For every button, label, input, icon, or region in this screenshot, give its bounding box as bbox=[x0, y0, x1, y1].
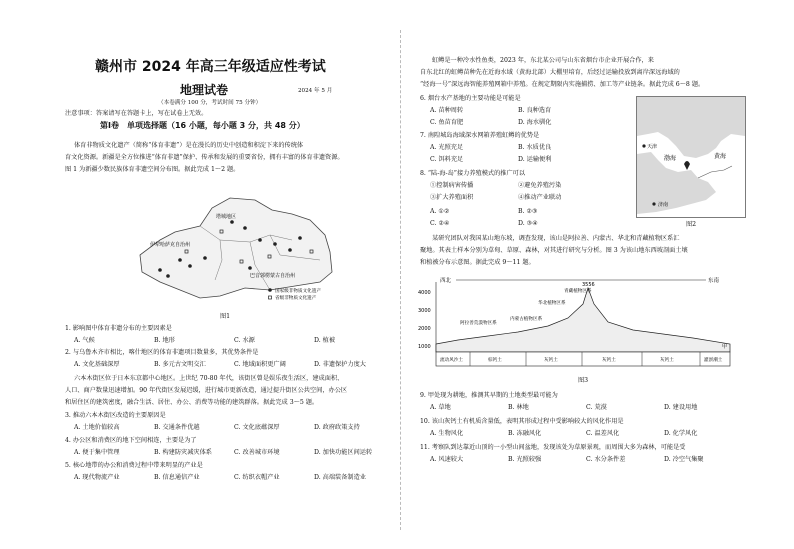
option[interactable]: B. 良种选育 bbox=[518, 107, 552, 114]
soil-label: 灰钙土 bbox=[602, 358, 616, 363]
option[interactable]: C. ②④ bbox=[430, 220, 450, 227]
figure-3-caption: 图3 bbox=[578, 377, 589, 384]
zone-label: 青藏植物区系 bbox=[564, 289, 592, 294]
passage2-line: 聚地。其表土样本分别为草甸、草原、森林，对其进行研究与分析。图 3 为该山地东西坡剖面土壤 bbox=[420, 247, 688, 254]
subitem: ④推动产业联动 bbox=[518, 194, 562, 201]
jinan-marker bbox=[652, 202, 655, 205]
exam-note: （本卷满分 100 分，考试时间 75 分钟） bbox=[158, 100, 262, 106]
question-5-stem: 5. 核心地带的办公和消费过程中带来明显的产业是 bbox=[65, 462, 203, 469]
figure-2-caption: 图2 bbox=[686, 221, 697, 228]
option[interactable]: C. 温差风化 bbox=[586, 430, 620, 437]
passage2-line: 和居住区的建筑密度，融合生活、居住、办公、消费等功能的建筑群落。据此完成 3～5 题。 bbox=[65, 399, 319, 406]
option[interactable]: B. 信息通信产业 bbox=[154, 474, 200, 481]
exam-date: 2024 年 5 月 bbox=[298, 88, 333, 94]
option[interactable]: C. 水分条件差 bbox=[586, 456, 626, 463]
option[interactable]: D. 化学风化 bbox=[664, 430, 698, 437]
y-tick: 4000 bbox=[418, 290, 431, 296]
subitem: ②避免养殖污染 bbox=[518, 182, 562, 189]
option[interactable]: D. 冷空气集聚 bbox=[664, 456, 704, 463]
zone-label: 阿拉善荒漠物区系 bbox=[460, 321, 497, 326]
question-9-stem: 9. 甲处现为耕地，推测其早期的土地类型最可能为 bbox=[420, 392, 558, 399]
option[interactable]: D. 高端装备制造业 bbox=[314, 474, 366, 481]
legend-provincial-marker bbox=[269, 296, 272, 299]
option[interactable]: C. 荒漠 bbox=[586, 404, 607, 411]
option[interactable]: B. 林地 bbox=[508, 404, 529, 411]
option[interactable]: D. 海水驯化 bbox=[518, 119, 552, 126]
figure-2-map bbox=[636, 96, 746, 218]
option[interactable]: B. 多元古文明交汇 bbox=[154, 361, 206, 368]
option[interactable]: C. 纺织衣帽产业 bbox=[234, 474, 280, 481]
intro-line: 图 1 为新疆少数民族体育非遗空间分布图。据此完成 1～2 题。 bbox=[65, 166, 240, 173]
map-label: 渤海 bbox=[664, 155, 677, 162]
legend-provincial: 省级非物质文化遗产 bbox=[275, 296, 317, 301]
soil-label: 流动风沙土 bbox=[440, 358, 463, 363]
map-label: 天津 bbox=[647, 144, 658, 150]
passage2-line: 某研究团队对我国某山地东坡，调查发现，该山是阿拉善、内蒙古、华北和青藏植物区系汇 bbox=[432, 235, 680, 242]
east-label: 东南 bbox=[708, 278, 720, 284]
mountain-profile bbox=[436, 288, 730, 352]
passage-line: 自东北红的虹鳟苗种先在近海水域（黄海北部）大棚里培育，后经过运输投放到离岸深远海域的 bbox=[420, 69, 680, 76]
option[interactable]: A. 草地 bbox=[430, 404, 451, 411]
option[interactable]: A. 风速较大 bbox=[430, 456, 464, 463]
option[interactable]: A. 便于集中管理 bbox=[74, 449, 120, 456]
passage-line: 虹鳟是一种冷水性鱼类，2023 年，东北某公司与山东省烟台市企业开展合作，来 bbox=[432, 57, 654, 64]
subitem: ①控制病害传播 bbox=[430, 182, 474, 189]
intro-line: 体育非物质文化遗产（简称“体育非遗”）是在漫长的历史中创造和积淀下来的传统体 bbox=[74, 142, 304, 149]
question-3-stem: 3. 推动六本木街区改造的主要原因是 bbox=[65, 412, 166, 419]
legend-national: 国家级非物质文化遗产 bbox=[275, 289, 321, 294]
soil-label: 灰钙土 bbox=[544, 358, 558, 363]
option[interactable]: D. 加快功能区间运转 bbox=[314, 449, 373, 456]
question-2-stem: 2. 与乌鲁木齐市相比，喀什地区的体育非遗项目数量多，其优势条件是 bbox=[65, 349, 259, 356]
map-label: 黄海 bbox=[714, 153, 727, 160]
option[interactable]: D. 植被 bbox=[314, 337, 336, 344]
map-label: 巴音郭楞蒙古自治州 bbox=[250, 273, 296, 279]
option[interactable]: A. 土地价值较高 bbox=[74, 424, 120, 431]
zone-label: 华北植物区系 bbox=[538, 301, 566, 306]
question-7-stem: 7. 南隍城岛海域深水网箱养殖虹鳟的优势是 bbox=[420, 132, 540, 139]
section-title: 第Ⅰ卷 单项选择题（16 小题，每小题 3 分，共 48 分） bbox=[100, 121, 305, 130]
exam-notice: 注意事项：答案请写在答题卡上，写在试卷上无效。 bbox=[65, 110, 208, 117]
option[interactable]: A. 生物风化 bbox=[430, 430, 464, 437]
option[interactable]: A. 光照充足 bbox=[430, 144, 464, 151]
passage2-line: 六本木街区位于日本东京都中心地区。上世纪 70-80 年代，该街区曾是娱乐夜生活区，建成面积、 bbox=[74, 375, 344, 382]
option[interactable]: B. 地形 bbox=[154, 337, 175, 344]
question-4-stem: 4. 办公区和消费区的地下空间相连，主要是为了 bbox=[65, 437, 197, 444]
option[interactable]: D. 建设用地 bbox=[664, 404, 698, 411]
option[interactable]: C. 饵料充足 bbox=[430, 156, 464, 163]
column-divider bbox=[400, 30, 401, 530]
figure-1-map bbox=[120, 180, 350, 310]
y-tick: 3000 bbox=[418, 308, 431, 314]
option[interactable]: D. 运输便利 bbox=[518, 156, 552, 163]
exam-title: 赣州市 2024 年高三年级适应性考试 bbox=[95, 59, 326, 75]
map-label: 济南 bbox=[658, 202, 669, 208]
y-tick: 1000 bbox=[418, 344, 431, 350]
passage2-line: 和植被分布示意图。据此完成 9～11 题。 bbox=[420, 259, 535, 266]
marker-jia: 甲 bbox=[722, 344, 728, 350]
west-label: 西北 bbox=[440, 278, 452, 284]
zone-label: 内蒙古植物区系 bbox=[510, 317, 543, 322]
option[interactable]: A. 苗种周转 bbox=[430, 107, 464, 114]
intro-line: 育文化资源。新疆是全方位推进“体育非遗”保护、传承和发展的重要省份，拥有丰富的体育非遗资源。 bbox=[65, 154, 344, 161]
option[interactable]: D. 非遗保护力度大 bbox=[314, 361, 366, 368]
figure-3-profile bbox=[418, 274, 748, 378]
question-1-stem: 1. 影响图中体育非遗分布的主要因素是 bbox=[65, 325, 172, 332]
subitem: ③扩大养殖面积 bbox=[430, 194, 474, 201]
passage2-line: 人口、商户数量迅速增加。90 年代街区发展迟缓，进行城市更新改造，通过提升街区公共空间，办公区 bbox=[65, 387, 348, 394]
option[interactable]: B. 光照较强 bbox=[508, 456, 542, 463]
option[interactable]: D. 政府政策支持 bbox=[314, 424, 360, 431]
option[interactable]: B. 冻融风化 bbox=[508, 430, 542, 437]
option[interactable]: D. ③④ bbox=[518, 220, 538, 227]
option[interactable]: A. 气候 bbox=[74, 337, 95, 344]
y-tick: 2000 bbox=[418, 326, 431, 332]
soil-label: 灰钙土 bbox=[660, 358, 674, 363]
soil-band bbox=[436, 352, 730, 366]
option[interactable]: A. ①② bbox=[430, 208, 450, 215]
question-11-stem: 11. 考察队到达靠近山顶的一小型山间盆地，发现该处为草原景观，而周围大多为森林，可能是受 bbox=[420, 444, 686, 451]
option[interactable]: C. 文化底蕴深厚 bbox=[234, 424, 280, 431]
exam-subtitle: 地理试卷 bbox=[180, 83, 229, 97]
option[interactable]: B. 水质优良 bbox=[518, 144, 552, 151]
peak-elevation: 3556 bbox=[582, 282, 595, 288]
soil-label: 棕钙土 bbox=[488, 358, 502, 363]
xinjiang-outline bbox=[140, 198, 332, 298]
question-10-stem: 10. 该山灰钙土有机质含量低，表明其形成过程中受影响较大的风化作用是 bbox=[420, 418, 624, 425]
option[interactable]: A. 现代物流产业 bbox=[74, 474, 120, 481]
tianjin-marker bbox=[642, 144, 645, 147]
option[interactable]: C. 鱼苗育肥 bbox=[430, 119, 464, 126]
option[interactable]: C. 地域面积更广阔 bbox=[234, 361, 286, 368]
passage-line: “经海一号”深远海智能养殖网箱中养殖。在规定期限内实施捕捞、加工等产业链条。据此完成 6～8 题。 bbox=[420, 81, 705, 88]
option[interactable]: A. 文化基础深厚 bbox=[74, 361, 120, 368]
option[interactable]: C. 水源 bbox=[234, 337, 255, 344]
option[interactable]: B. 构建防灾减灾体系 bbox=[154, 449, 212, 456]
question-6-stem: 6. 烟台水产基地的主要功能是可能是 bbox=[420, 95, 521, 102]
option[interactable]: B. ②③ bbox=[518, 208, 538, 215]
figure-1-caption: 图1 bbox=[220, 313, 231, 320]
option[interactable]: C. 改善城市环境 bbox=[234, 449, 280, 456]
legend-national-marker bbox=[268, 288, 272, 292]
map-label: 塔城地区 bbox=[216, 214, 237, 220]
option[interactable]: B. 交通条件优越 bbox=[154, 424, 200, 431]
map-label: 伊犁哈萨克自治州 bbox=[150, 242, 191, 248]
soil-label: 灌淤潮土 bbox=[704, 358, 723, 363]
question-8-stem: 8. “陆-海-岛”接力养殖模式的推广可以 bbox=[420, 170, 526, 177]
